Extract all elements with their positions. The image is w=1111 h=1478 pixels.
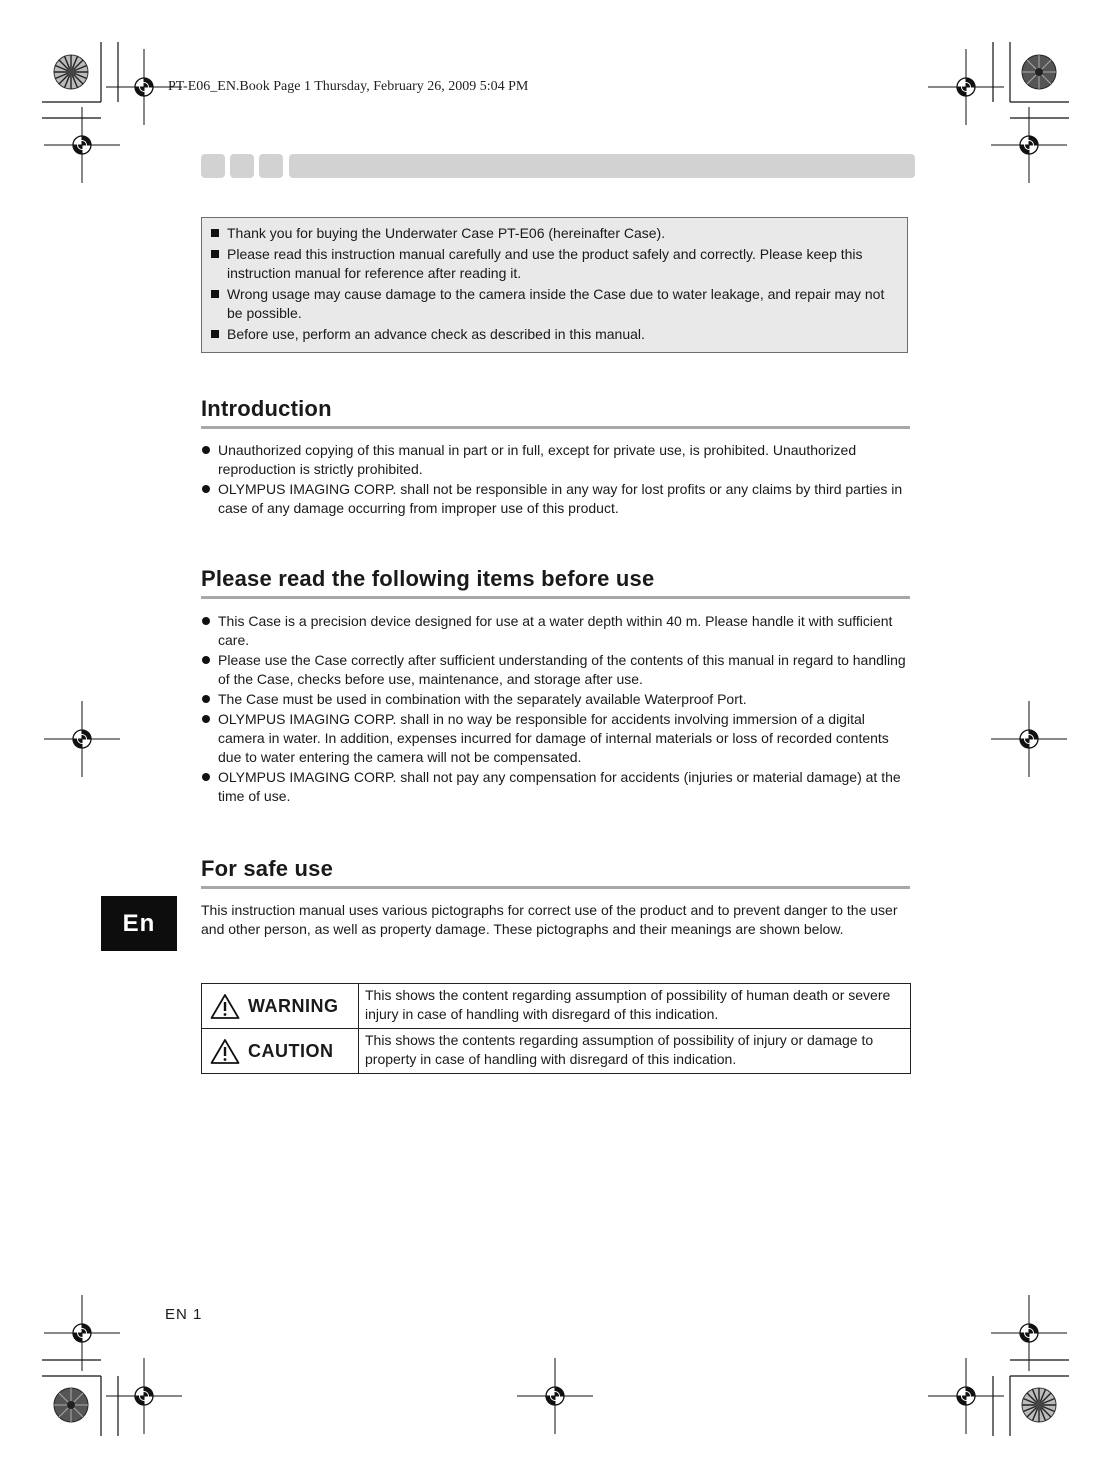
header-bar-block-3 bbox=[259, 154, 283, 178]
warning-triangle-icon bbox=[210, 993, 240, 1020]
pictograph-label-cell bbox=[202, 1029, 359, 1074]
notice-item: Wrong usage may cause damage to the camera inside the Case due to water leakage, and repair may not be possible. bbox=[210, 285, 897, 323]
notice-item: Before use, perform an advance check as described in this manual. bbox=[210, 325, 897, 344]
caution-description: This shows the contents regarding assumption of possibility of injury or damage to property in case of handling with disregard of this indication. bbox=[359, 1029, 911, 1074]
page-number: EN 1 bbox=[165, 1306, 203, 1323]
safe-use-heading: For safe use bbox=[201, 856, 910, 889]
list-item: OLYMPUS IMAGING CORP. shall not pay any compensation for accidents (injuries or material damage) at the time of use. bbox=[201, 768, 910, 806]
warning-description: This shows the content regarding assumption of possibility of human death or severe injury in case of handling with disregard of this indication. bbox=[359, 984, 911, 1029]
header-bar-block-1 bbox=[201, 154, 225, 178]
list-item: OLYMPUS IMAGING CORP. shall not be responsible in any way for lost profits or any claims by third parties in case of any damage occurring from improper use of this product. bbox=[201, 480, 910, 518]
notice-item: Please read this instruction manual carefully and use the product safely and correctly. Please keep this instruction manual for reference after reading it. bbox=[210, 245, 897, 283]
introduction-list bbox=[201, 441, 910, 519]
table-row bbox=[202, 984, 911, 1029]
language-tab: En bbox=[101, 896, 177, 951]
header-bar-block-2 bbox=[230, 154, 254, 178]
list-item: Unauthorized copying of this manual in part or in full, except for private use, is prohibited. Unauthorized reproduction is strictly prohibited. bbox=[201, 441, 910, 479]
notice-box bbox=[201, 217, 908, 353]
list-item: OLYMPUS IMAGING CORP. shall in no way be responsible for accidents involving immersion of a digital camera in water. In addition, expenses incurred for damage of internal materials or loss of recorded contents due to water entering the camera will not be compensated. bbox=[201, 710, 910, 767]
list-item: Please use the Case correctly after sufficient understanding of the contents of this manual in regard to handling of the Case, checks before use, maintenance, and storage after use. bbox=[201, 651, 910, 689]
before-use-heading: Please read the following items before use bbox=[201, 566, 910, 599]
caution-label: CAUTION bbox=[248, 1040, 334, 1061]
book-file-header: PT-E06_EN.Book Page 1 Thursday, February 26, 2009 5:04 PM bbox=[168, 79, 529, 94]
pictograph-table bbox=[201, 983, 911, 1074]
safe-use-intro: This instruction manual uses various pictographs for correct use of the product and to prevent danger to the user and other person, as well as property damage. These pictographs and their meanings are shown below. bbox=[201, 902, 898, 937]
list-item: This Case is a precision device designed for use at a water depth within 40 m. Please handle it with sufficient care. bbox=[201, 612, 910, 650]
before-use-list bbox=[201, 612, 910, 807]
table-row bbox=[202, 1029, 911, 1074]
warning-label: WARNING bbox=[248, 995, 339, 1016]
pictograph-label-cell bbox=[202, 984, 359, 1029]
list-item: The Case must be used in combination with the separately available Waterproof Port. bbox=[201, 690, 910, 709]
introduction-heading: Introduction bbox=[201, 396, 910, 429]
notice-item: Thank you for buying the Underwater Case PT-E06 (hereinafter Case). bbox=[210, 224, 897, 243]
header-bar-long bbox=[289, 154, 915, 178]
caution-triangle-icon bbox=[210, 1038, 240, 1065]
